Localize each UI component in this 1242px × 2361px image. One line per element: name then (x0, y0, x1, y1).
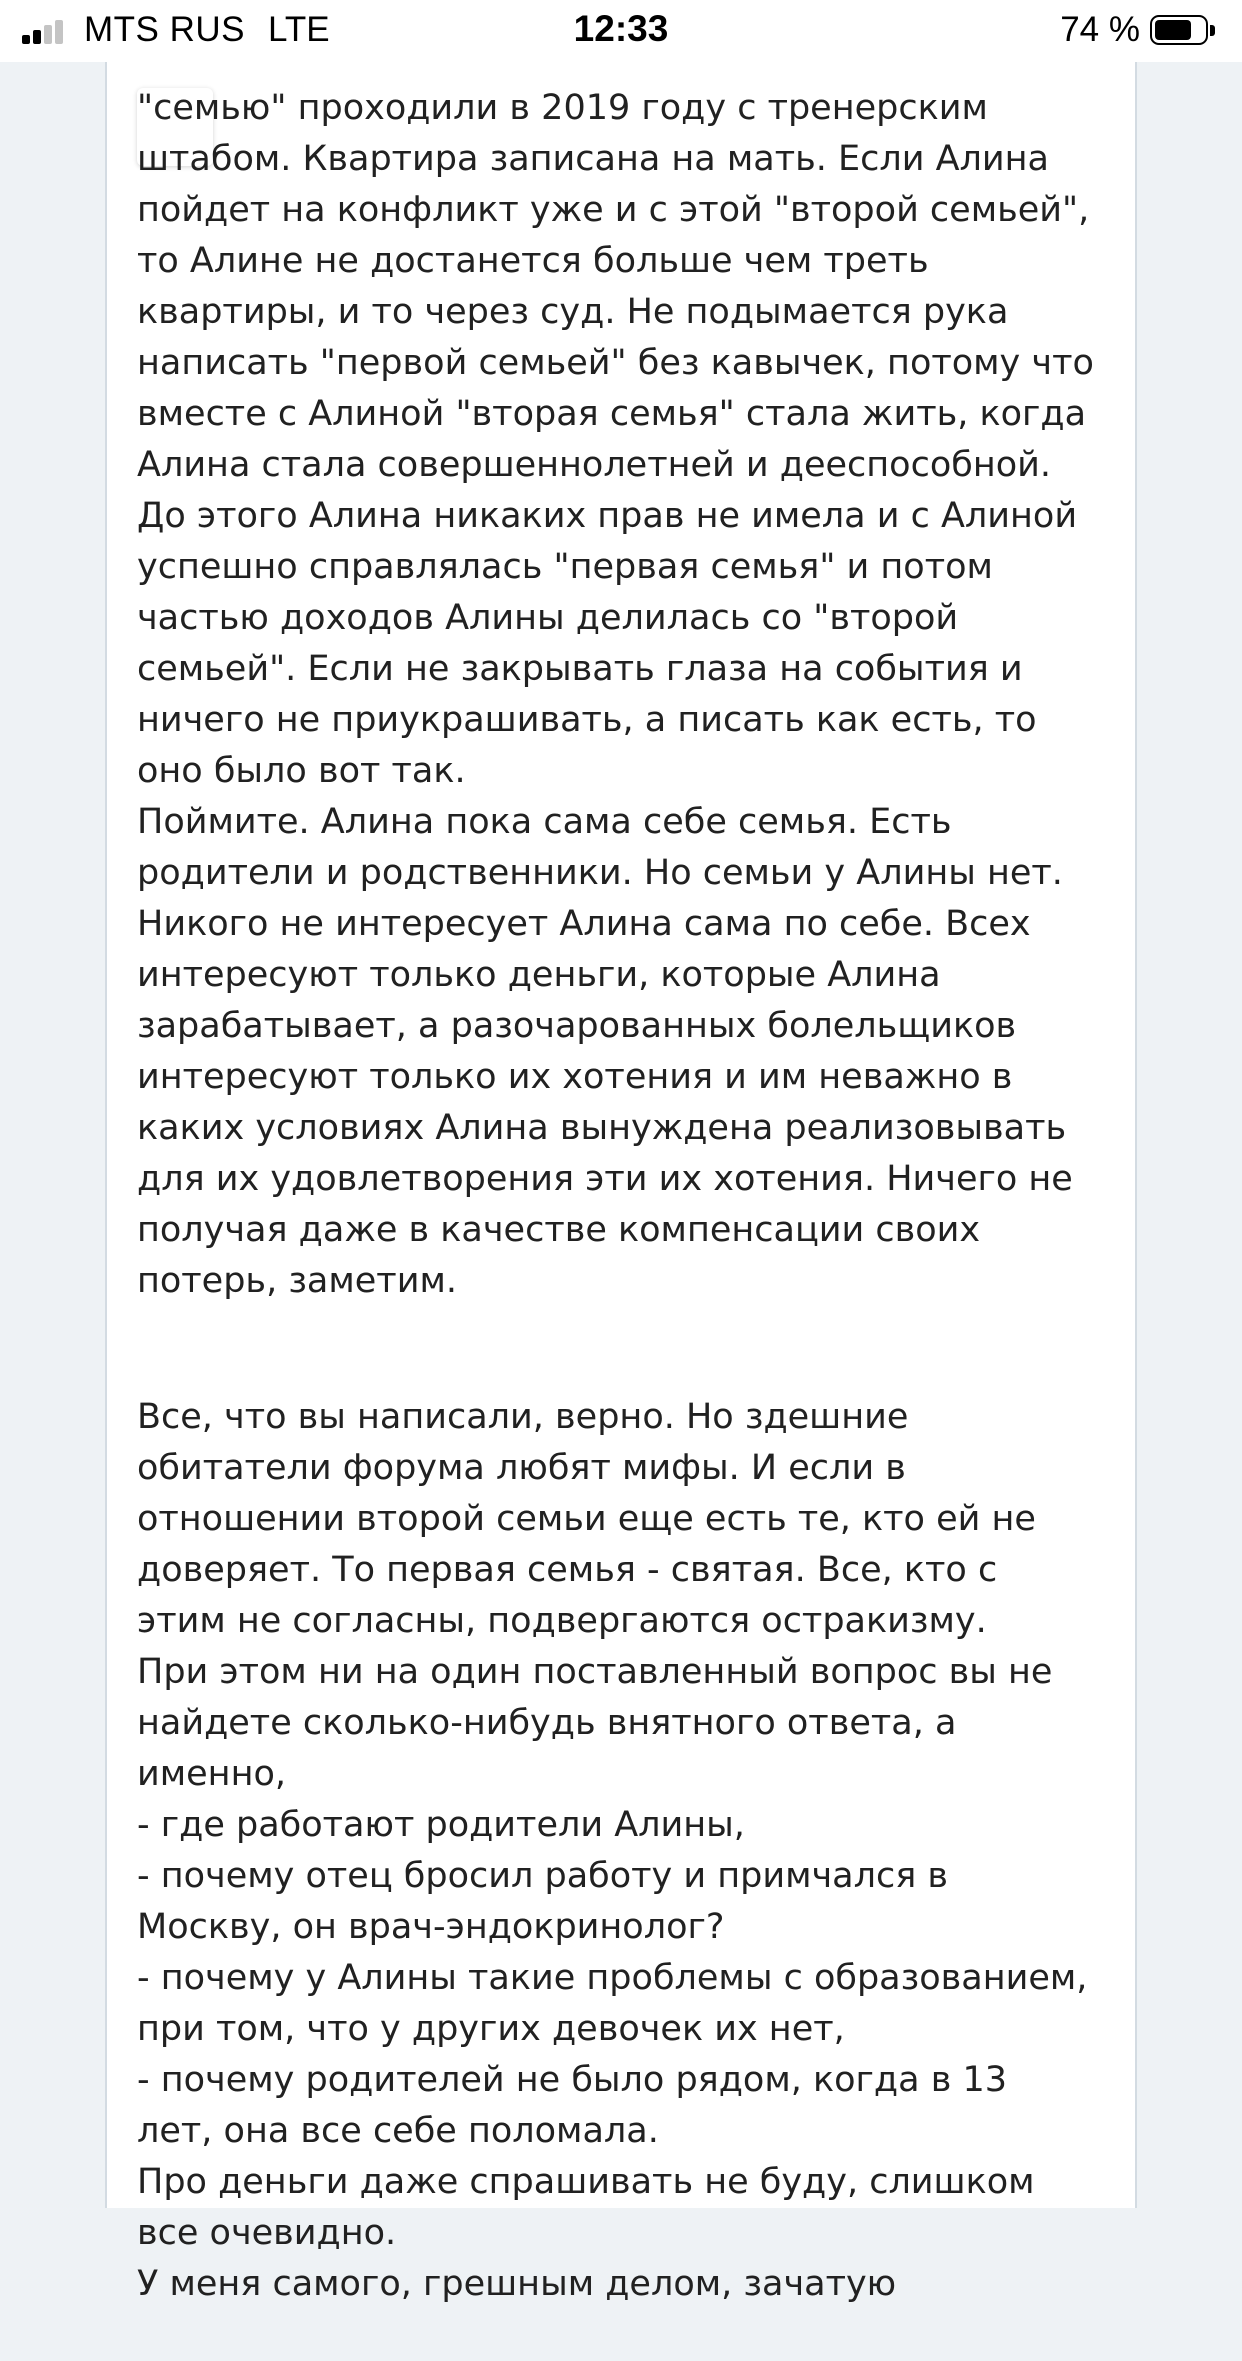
battery-icon (1150, 15, 1216, 47)
status-bar (0, 0, 1242, 62)
battery-nub (1210, 25, 1215, 36)
quoted-reply-paragraph: Все, что вы написали, верно. Но здешние обитатели форума любят мифы. И если в отношении второй семьи еще есть те, кто ей не доверяет. То первая семья - святая. Все, кто с этим не согласны, подвергаются остракизму. При этом ни на один поставленный вопрос вы не найдете сколько-нибудь внятного ответа, а именно, - где работают родители Алины, - почему отец бросил работу и примчался в Москву, он врач-эндокринолог? - почему у Алины такие проблемы с образованием, при том, что у других девочек их нет, - почему родителей не было рядом, когда в 13 лет, она все себе поломала. Про деньги даже спрашивать не буду, слишком все очевидно. У меня самого, грешным делом, зачатую (137, 1397, 1088, 2304)
status-time: 12:33 (573, 8, 669, 49)
battery-percentage: 74 % (1060, 10, 1140, 49)
battery-fill (1155, 20, 1191, 40)
post-paragraph: "семью" проходили в 2019 году с тренерским штабом. Квартира записана на мать. Если Алина пойдет на конфликт уже и с этой "второй семьей", то Алине не достанется больше чем треть квартиры, и то через суд. Не подымается рука написать "первой семьей" без кавычек, потому что вместе с Алиной "вторая семья" стала жить, когда Алина стала совершеннолетней и дееспособной. До этого Алина никаких прав не имела и с Алиной успешно справлялась "первая семья" и потом частью доходов Алины делилась со "второй семьей". Если не закрывать глаза на события и ничего не приукрашивать, а писать как есть, то оно было вот так. Поймите. Алина пока сама себе семья. Есть родители и родственники. Но семьи у Алины нет. Никого не интересует Алина сама по себе. Всех интересуют только деньги, которые Алина зарабатывает, а разочарованных болельщиков интересуют только их хотения и им неважно в каких условиях Алина вынуждена реализовывать для их удовлетворения эти их хотения. Ничего не получая даже в качестве компенсации своих потерь, заметим. (137, 88, 1094, 1301)
network-type: LTE (268, 10, 330, 49)
post-body (137, 32, 1117, 2361)
carrier-name: MTS RUS (84, 10, 245, 49)
